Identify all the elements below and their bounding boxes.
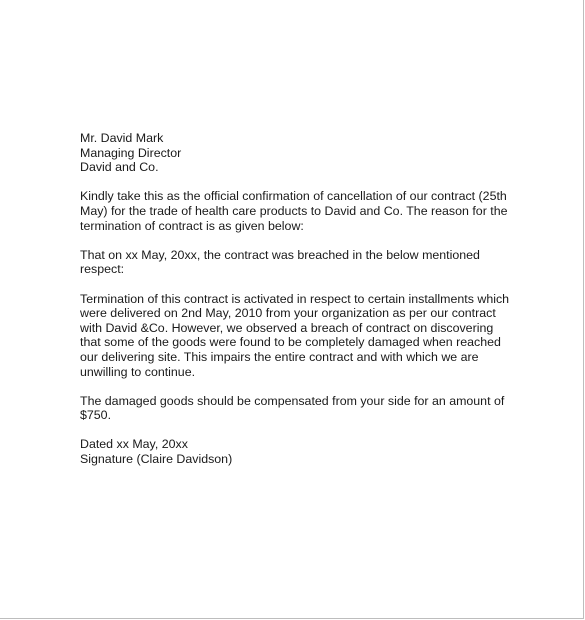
date-line: Dated xx May, 20xx bbox=[80, 437, 188, 452]
signature-line: Signature (Claire Davidson) bbox=[80, 452, 233, 467]
spacer bbox=[80, 379, 525, 394]
termination-paragraph: Termination of this contract is activated in respect to certain installments which were delivered on 2nd May, 2010 from your organization as per our contract with David &Co. However, we observed a breach of contract on discovering that some of the goods were found to be completely damaged when reached our delivering site. This impairs the entire contract and with which we are unwilling to continue. bbox=[80, 291, 510, 379]
spacer bbox=[80, 175, 525, 190]
letter-body bbox=[80, 131, 525, 467]
spacer bbox=[80, 423, 525, 438]
compensation-paragraph: The damaged goods should be compensated from your side for an amount of $750. bbox=[80, 393, 505, 423]
recipient-title: Managing Director bbox=[80, 145, 182, 160]
recipient-company: David and Co. bbox=[80, 160, 159, 175]
spacer bbox=[80, 233, 525, 248]
breach-paragraph: That on xx May, 20xx, the contract was breached in the below mentioned respect: bbox=[80, 247, 480, 277]
recipient-name: Mr. David Mark bbox=[80, 131, 164, 145]
intro-paragraph: Kindly take this as the official confirmation of cancellation of our contract (25th May) for the trade of health care products to David and Co. The reason for the termination of contract is as given below: bbox=[80, 189, 508, 233]
spacer bbox=[80, 277, 525, 292]
